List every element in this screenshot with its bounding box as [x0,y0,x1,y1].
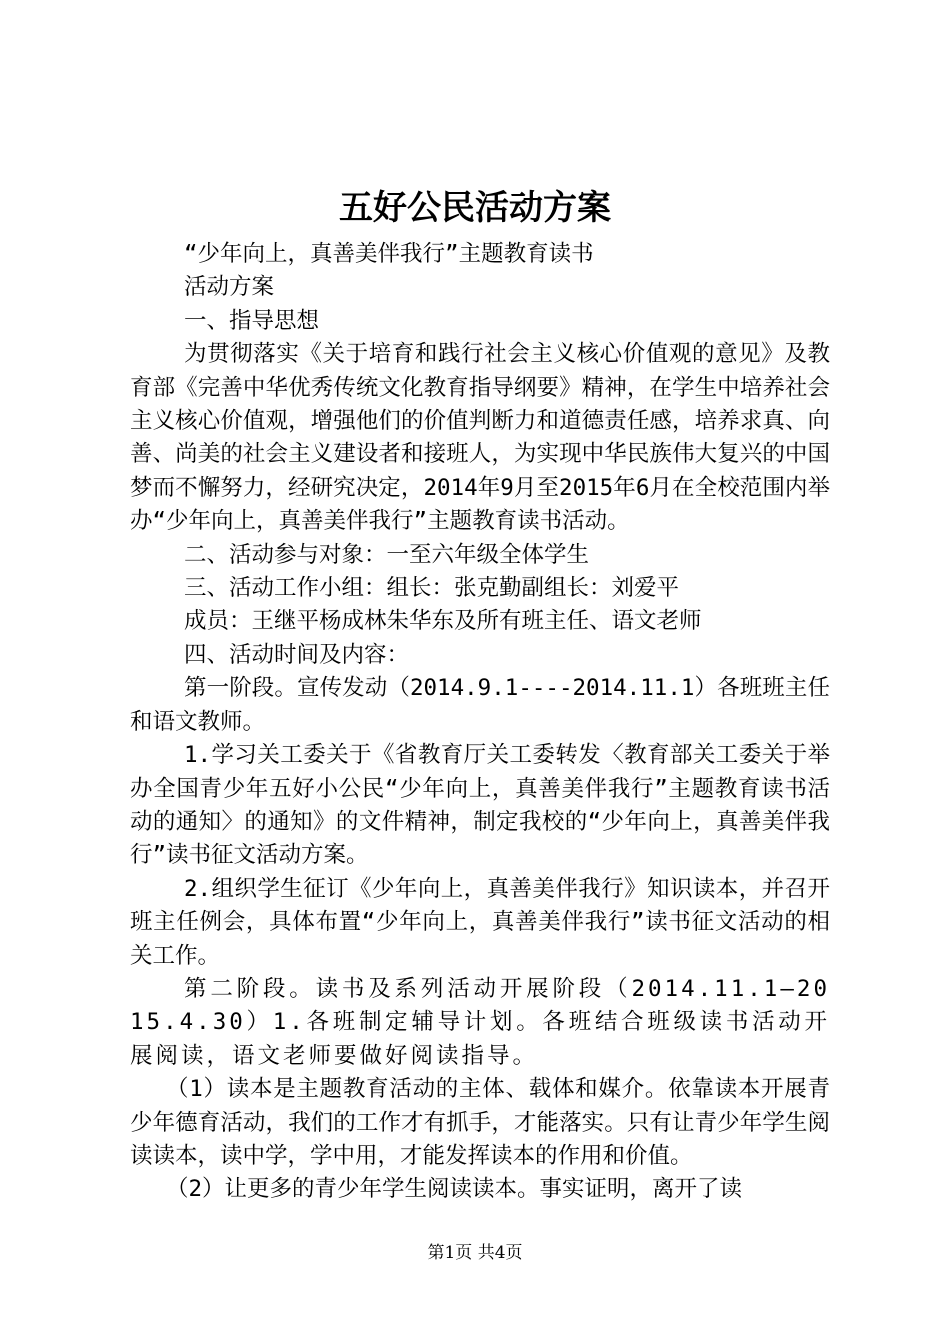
subtitle-line-1: “少年向上，真善美伴我行”主题教育读书 [184,241,594,267]
paragraph-point-2: （2）让更多的青少年学生阅读读本。事实证明，离开了读 [166,1176,743,1203]
paragraph-item-2: 2.组织学生征订《少年向上，真善美伴我行》知识读本，并召开班主任例会，具体布置“少年向上，真善美伴我行”读书征文活动的相关工作。 [130,875,830,969]
section-heading-guiding-ideology: 一、指导思想 [184,307,320,334]
subtitle-line-2: 活动方案 [184,274,275,301]
section-heading-work-group: 三、活动工作小组：组长：张克勤副组长：刘爱平 [184,575,680,602]
section-heading-time-content: 四、活动时间及内容： [184,641,410,668]
paragraph-stage-two: 第二阶段。读书及系列活动开展阶段（2014.11.1—2015.4.30）1.各班制定辅导计划。各班结合班级读书活动开展阅读，语文老师要做好阅读指导。 [130,975,830,1069]
page-footer: 第1页 共4页 [427,1243,523,1263]
paragraph-members: 成员：王继平杨成林朱华东及所有班主任、语文老师 [184,608,702,635]
paragraph-guiding-ideology: 为贯彻落实《关于培育和践行社会主义核心价值观的意见》及教育部《完善中华优秀传统文化教育指导纲要》精神，在学生中培养社会主义核心价值观，增强他们的价值判断力和道德责任感，培养求真、向善、尚美的社会主义建设者和接班人，为实现中华民族伟大复兴的中国梦而不懈努力，经研究决定，2014年9月至2015年6月在全校范围内举办“少年向上，真善美伴我行”主题教育读书活动。 [130,341,830,535]
section-heading-participants: 二、活动参与对象：一至六年级全体学生 [184,541,590,568]
paragraph-point-1: （1）读本是主题教育活动的主体、载体和媒介。依靠读本开展青少年德育活动，我们的工作才有抓手，才能落实。只有让青少年学生阅读读本，读中学，学中用，才能发挥读本的作用和价值。 [130,1076,830,1169]
document-title: 五好公民活动方案 [339,188,611,228]
document-body [130,238,830,1207]
paragraph-item-1: 1.学习关工委关于《省教育厅关工委转发〈教育部关工委关于举办全国青少年五好小公民“少年向上，真善美伴我行”主题教育读书活动的通知〉的通知》的文件精神，制定我校的“少年向上，真善美伴我行”读书征文活动方案。 [130,742,830,869]
paragraph-stage-one: 第一阶段。宣传发动（2014.9.1----2014.11.1）各班班主任和语文教师。 [130,675,830,735]
